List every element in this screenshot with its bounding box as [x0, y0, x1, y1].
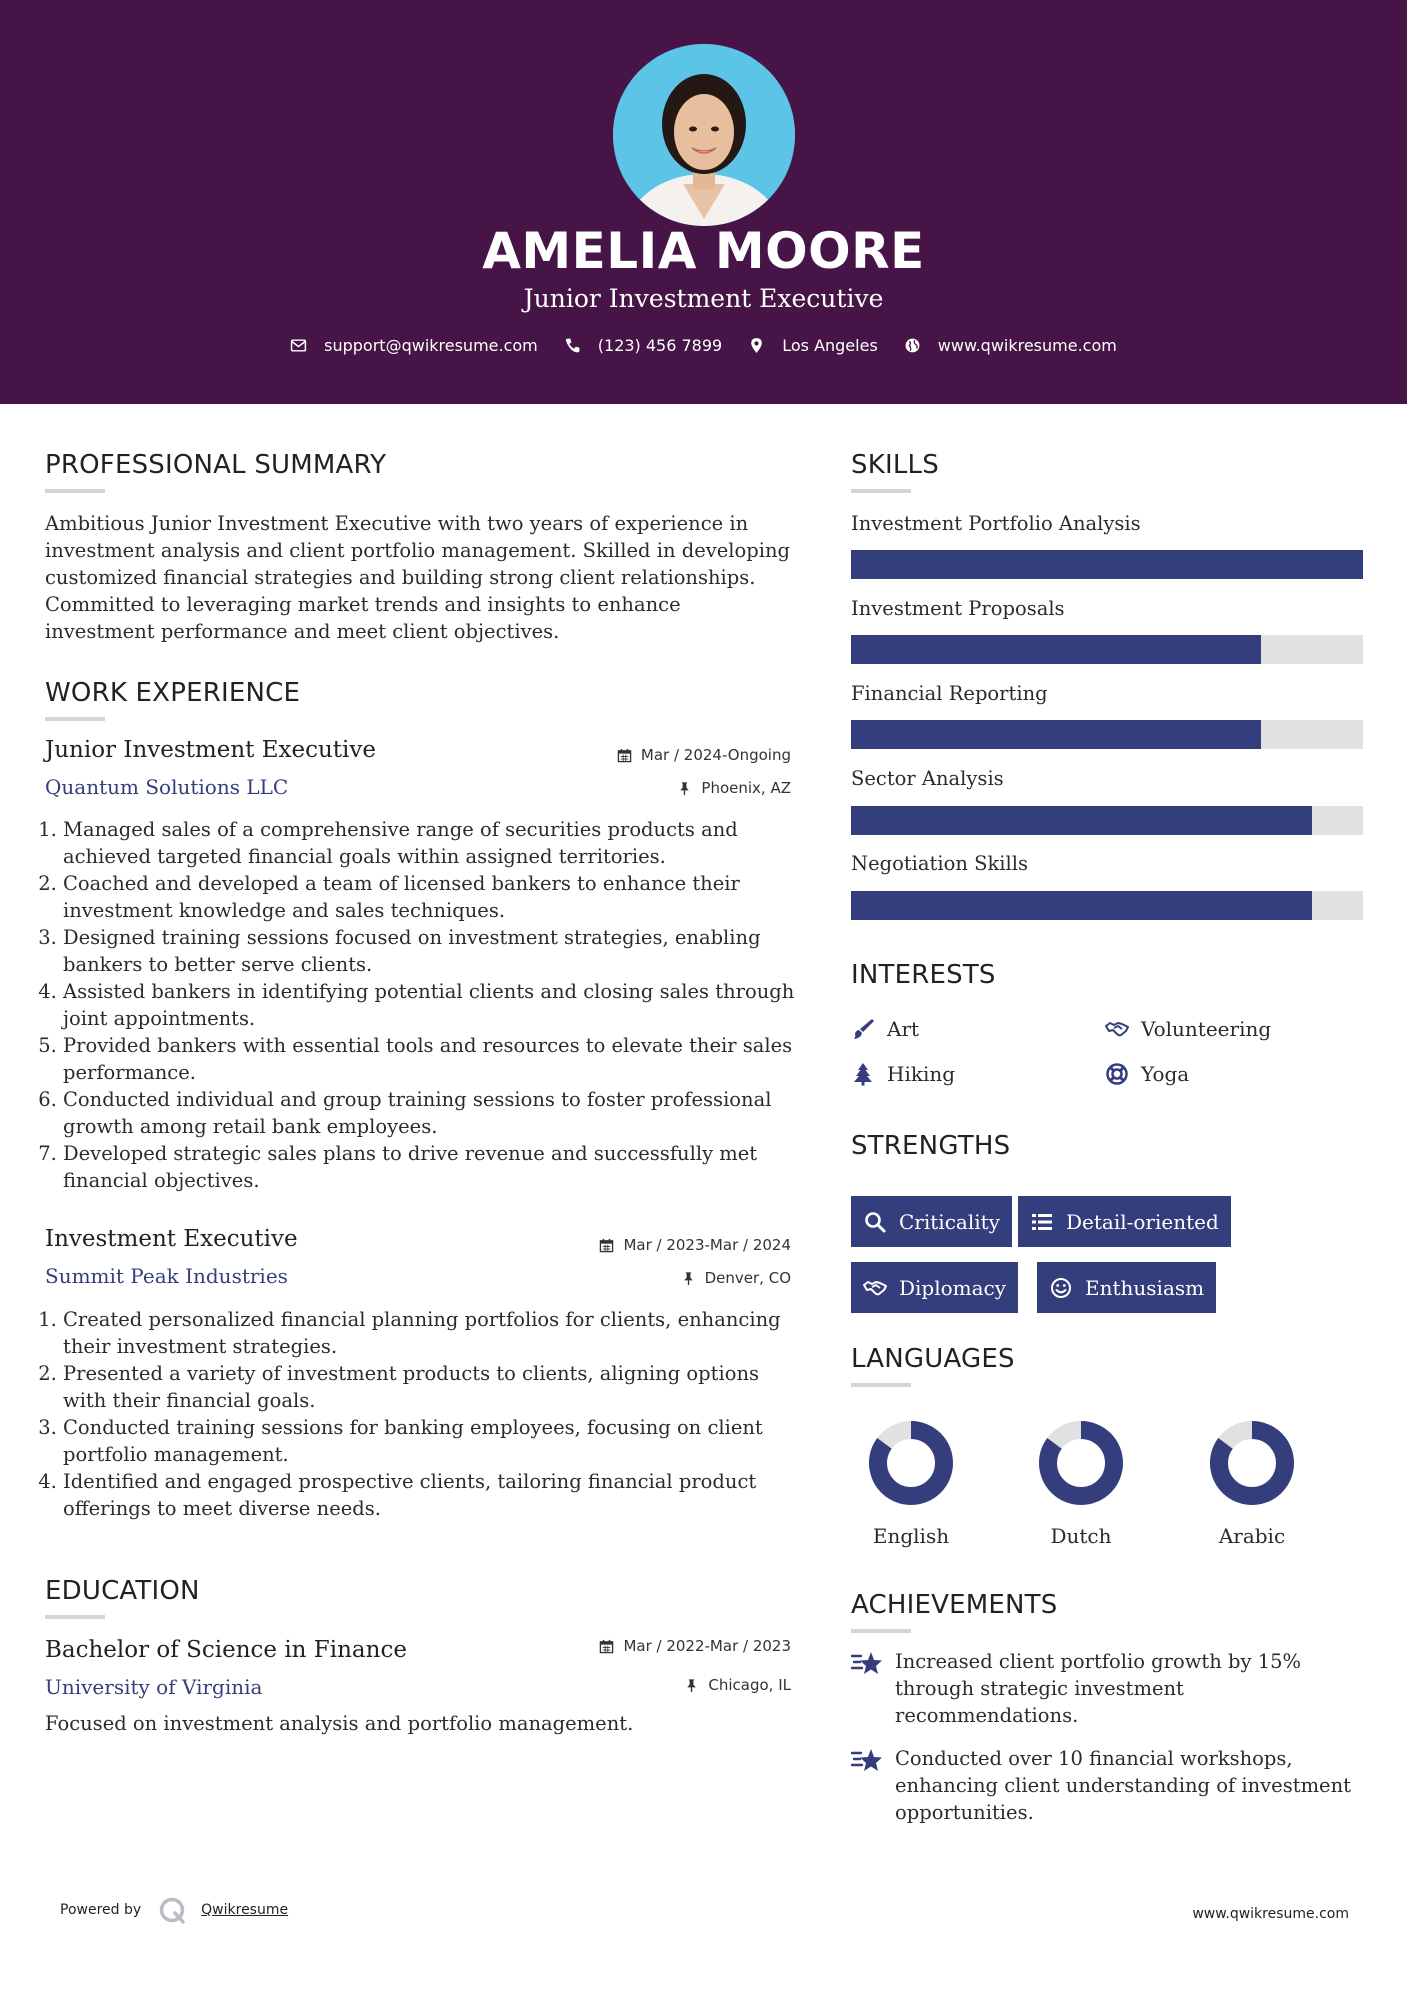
section-rule	[45, 717, 105, 721]
calendar-icon	[599, 1238, 614, 1253]
interest-label: Hiking	[887, 1062, 956, 1086]
life-ring-icon	[1105, 1062, 1129, 1086]
paintbrush-icon	[851, 1017, 875, 1041]
list-item: 1. Managed sales of a comprehensive range of securities products and achieved targeted financial goals within assigned territories.	[63, 816, 795, 870]
interest-item	[851, 1017, 919, 1041]
skill-label: Investment Portfolio Analysis	[851, 512, 1141, 535]
achievement-text: Conducted over 10 financial workshops, enhancing client understanding of investment opportunities.	[895, 1747, 1351, 1824]
strength-label: Criticality	[899, 1209, 1000, 1234]
job-title: Investment Executive	[45, 1226, 298, 1252]
company-name: Summit Peak Industries	[45, 1264, 288, 1288]
education-location-text: Chicago, IL	[708, 1676, 791, 1694]
language-donut	[1207, 1418, 1297, 1508]
pushpin-icon	[684, 1678, 699, 1693]
contact-phone-text: (123) 456 7899	[597, 336, 723, 355]
handshake-icon	[1105, 1017, 1129, 1041]
degree-title: Bachelor of Science in Finance	[45, 1637, 407, 1663]
candidate-name: AMELIA MOORE	[482, 222, 925, 280]
calendar-icon	[617, 748, 632, 763]
profile-photo	[613, 44, 795, 226]
qwikresume-link[interactable]: Qwikresume	[201, 1902, 289, 1918]
achievement-item	[851, 1648, 1371, 1729]
section-rule	[851, 489, 911, 493]
header	[0, 0, 1407, 404]
list-item: 3. Designed training sessions focused on investment strategies, enabling bankers to better serve clients.	[63, 924, 795, 978]
skill-label: Negotiation Skills	[851, 852, 1028, 875]
skill-bar	[851, 806, 1363, 835]
job-location-text: Phoenix, AZ	[701, 779, 791, 797]
skill-bar-fill	[851, 806, 1312, 835]
globe-icon	[904, 337, 921, 354]
section-title-experience: WORK EXPERIENCE	[45, 678, 301, 708]
interest-label: Yoga	[1141, 1062, 1190, 1086]
contact-email-text: support@qwikresume.com	[324, 336, 538, 355]
contact-bar	[0, 336, 1407, 355]
achievement-text: Increased client portfolio growth by 15% through strategic investment recommendations.	[895, 1650, 1302, 1727]
section-rule	[45, 1615, 105, 1619]
handshake-icon	[863, 1276, 887, 1300]
education-dates-text: Mar / 2022-Mar / 2023	[623, 1637, 791, 1655]
strength-chip	[1037, 1262, 1216, 1313]
section-title-strengths: STRENGTHS	[851, 1131, 1011, 1161]
pushpin-icon	[677, 781, 692, 796]
section-rule	[851, 1629, 911, 1633]
language-label: Dutch	[1050, 1524, 1112, 1548]
interest-item	[851, 1062, 955, 1086]
education-description: Focused on investment analysis and portfolio management.	[45, 1712, 634, 1735]
qwikresume-logo-icon	[157, 1895, 187, 1925]
language-item	[851, 1418, 971, 1548]
strength-label: Diplomacy	[899, 1275, 1007, 1300]
language-donut	[1036, 1418, 1126, 1508]
interest-label: Art	[887, 1017, 920, 1041]
strength-label: Enthusiasm	[1085, 1275, 1205, 1300]
interest-item	[1105, 1017, 1271, 1041]
phone-icon	[564, 337, 581, 354]
company-name: Quantum Solutions LLC	[45, 775, 289, 799]
skill-bar-fill	[851, 635, 1261, 664]
language-donut	[866, 1418, 956, 1508]
calendar-icon	[599, 1639, 614, 1654]
job-title: Junior Investment Executive	[45, 737, 376, 763]
list-item: 2. Presented a variety of investment products to clients, aligning options with their financial goals.	[63, 1360, 795, 1414]
skill-bar-fill	[851, 720, 1261, 749]
skill-bar	[851, 550, 1363, 579]
contact-website-text: www.qwikresume.com	[937, 336, 1117, 355]
achievement-item	[851, 1745, 1371, 1826]
section-rule	[45, 489, 105, 493]
education-location	[684, 1676, 791, 1694]
section-title-summary: PROFESSIONAL SUMMARY	[45, 450, 387, 480]
shooting-star-icon	[851, 1650, 883, 1678]
skill-label: Sector Analysis	[851, 767, 1004, 790]
interest-item	[1105, 1062, 1189, 1086]
skill-bar-fill	[851, 891, 1312, 920]
language-item	[1021, 1418, 1141, 1548]
job-location	[681, 1269, 791, 1287]
interest-label: Volunteering	[1141, 1017, 1272, 1041]
skill-label: Investment Proposals	[851, 597, 1065, 620]
contact-email[interactable]	[290, 336, 538, 355]
job-location	[677, 779, 791, 797]
job-dates	[617, 746, 791, 764]
section-title-languages: LANGUAGES	[851, 1344, 1015, 1374]
job-location-text: Denver, CO	[704, 1269, 791, 1287]
skill-bar	[851, 720, 1363, 749]
section-title-skills: SKILLS	[851, 450, 939, 480]
school-name: University of Virginia	[45, 1675, 263, 1699]
contact-location	[748, 336, 878, 355]
skill-bar	[851, 891, 1363, 920]
list-item: 2. Coached and developed a team of licensed bankers to enhance their investment knowledge and sales techniques.	[63, 870, 795, 924]
skill-bar	[851, 635, 1363, 664]
section-title-education: EDUCATION	[45, 1576, 200, 1606]
section-rule	[851, 1383, 911, 1387]
education-dates	[599, 1637, 791, 1655]
contact-phone[interactable]	[564, 336, 722, 355]
job-bullets	[45, 816, 795, 1194]
envelope-icon	[290, 337, 307, 354]
list-icon	[1030, 1210, 1054, 1234]
language-label: English	[872, 1524, 950, 1548]
map-pin-icon	[748, 337, 765, 354]
shooting-star-icon	[851, 1747, 883, 1775]
smile-icon	[1049, 1276, 1073, 1300]
powered-by-label: Powered by	[60, 1902, 142, 1918]
strength-chip	[851, 1196, 1012, 1247]
list-item: 3. Conducted training sessions for banking employees, focusing on client portfolio management.	[63, 1414, 795, 1468]
job-dates-text: Mar / 2023-Mar / 2024	[623, 1236, 791, 1254]
job-dates	[599, 1236, 791, 1254]
section-title-interests: INTERESTS	[851, 960, 996, 990]
pushpin-icon	[681, 1271, 696, 1286]
avatar	[613, 44, 795, 226]
job-dates-text: Mar / 2024-Ongoing	[640, 746, 791, 764]
footer-powered-by	[60, 1895, 288, 1925]
list-item: 4. Assisted bankers in identifying potential clients and closing sales through joint appointments.	[63, 978, 795, 1032]
skill-bar-fill	[851, 550, 1363, 579]
search-icon	[863, 1210, 887, 1234]
list-item: 4. Identified and engaged prospective clients, tailoring financial product offerings to meet diverse needs.	[63, 1468, 795, 1522]
contact-website[interactable]	[904, 336, 1117, 355]
strength-chip	[1018, 1196, 1231, 1247]
strength-label: Detail-oriented	[1066, 1209, 1219, 1234]
job-bullets	[45, 1306, 795, 1522]
tree-icon	[851, 1062, 875, 1086]
strength-chip	[851, 1262, 1018, 1313]
list-item: 6. Conducted individual and group training sessions to foster professional growth among retail bank employees.	[63, 1086, 795, 1140]
candidate-role: Junior Investment Executive	[523, 284, 884, 313]
section-title-achievements: ACHIEVEMENTS	[851, 1590, 1058, 1620]
summary-text: Ambitious Junior Investment Executive with two years of experience in investment analysis and client portfolio management. Skilled in developing customized financial strategies and building strong client relationships. Committed to leveraging market trends and insights to enhance investment performance and meet client objectives.	[45, 512, 791, 643]
language-item	[1192, 1418, 1312, 1548]
list-item: 7. Developed strategic sales plans to drive revenue and successfully met financial objectives.	[63, 1140, 795, 1194]
list-item: 1. Created personalized financial planning portfolios for clients, enhancing their investment strategies.	[63, 1306, 795, 1360]
list-item: 5. Provided bankers with essential tools and resources to elevate their sales performance.	[63, 1032, 795, 1086]
footer-url[interactable]: www.qwikresume.com	[1192, 1906, 1349, 1922]
language-label: Arabic	[1218, 1524, 1286, 1548]
contact-location-text: Los Angeles	[782, 336, 878, 355]
skill-label: Financial Reporting	[851, 682, 1048, 705]
